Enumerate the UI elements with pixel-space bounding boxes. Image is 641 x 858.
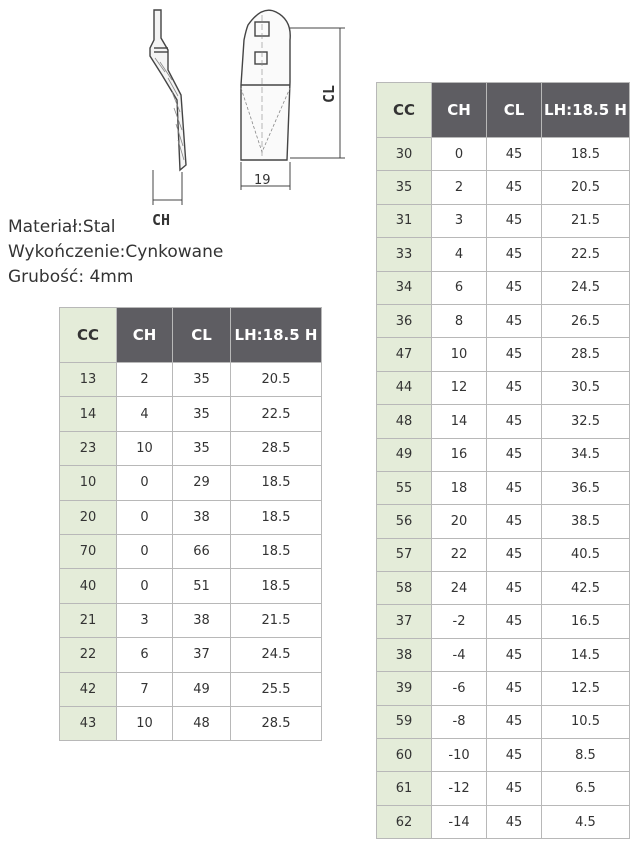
table-row [377,438,630,471]
table-row [377,638,630,671]
cell-lh: 28.5 [231,431,322,465]
cell-ch: 0 [117,500,173,534]
cell-cc: 31 [377,204,432,237]
cell-cl: 49 [173,672,231,706]
cell-ch: 14 [432,405,487,438]
table-row [377,171,630,204]
cell-ch: -14 [432,805,487,838]
table-row [60,397,322,431]
cell-cc: 57 [377,538,432,571]
cell-ch: 0 [117,466,173,500]
cell-cc: 34 [377,271,432,304]
header-cl: CL [173,308,231,363]
cell-cc: 36 [377,304,432,337]
cell-cl: 45 [487,605,542,638]
table-row [60,466,322,500]
cell-lh: 21.5 [231,603,322,637]
cell-ch: -6 [432,672,487,705]
table-row [60,534,322,568]
cell-cc: 10 [60,466,117,500]
table-row [377,805,630,838]
cell-lh: 10.5 [542,705,630,738]
cell-cc: 42 [60,672,117,706]
cell-cl: 45 [487,805,542,838]
cell-cc: 48 [377,405,432,438]
cell-cl: 45 [487,204,542,237]
cell-cc: 20 [60,500,117,534]
finish-text: Wykończenie:Cynkowane [8,242,224,262]
cell-lh: 20.5 [542,171,630,204]
cell-lh: 25.5 [231,672,322,706]
header-cc: CC [60,308,117,363]
cell-cl: 38 [173,603,231,637]
table-row [60,638,322,672]
cell-lh: 18.5 [231,534,322,568]
cell-cc: 21 [60,603,117,637]
cell-cl: 45 [487,772,542,805]
cell-lh: 34.5 [542,438,630,471]
cell-cc: 13 [60,363,117,397]
cell-lh: 18.5 [231,466,322,500]
table-row [377,238,630,271]
table-row [377,538,630,571]
header-lh: LH:18.5 H [231,308,322,363]
table-row [377,739,630,772]
cell-cc: 22 [60,638,117,672]
cell-lh: 42.5 [542,572,630,605]
table-row [377,371,630,404]
cell-cl: 35 [173,397,231,431]
cell-ch: -4 [432,638,487,671]
cell-ch: 4 [117,397,173,431]
table-header-row [60,308,322,363]
cell-ch: 10 [432,338,487,371]
table-row [377,405,630,438]
cell-cc: 30 [377,138,432,171]
cell-cl: 38 [173,500,231,534]
cell-ch: 3 [432,204,487,237]
table-row [60,672,322,706]
cell-ch: -10 [432,739,487,772]
table-row [377,572,630,605]
cell-cl: 45 [487,672,542,705]
cell-cl: 29 [173,466,231,500]
cell-lh: 22.5 [231,397,322,431]
cell-ch: -2 [432,605,487,638]
cell-cl: 45 [487,705,542,738]
cell-cc: 23 [60,431,117,465]
dimensions-table-left [59,307,322,741]
cell-ch: 20 [432,505,487,538]
cell-cl: 45 [487,138,542,171]
cell-lh: 18.5 [231,500,322,534]
cell-lh: 18.5 [542,138,630,171]
table-header-row [377,83,630,138]
cell-cc: 60 [377,739,432,772]
cell-cc: 61 [377,772,432,805]
cell-ch: 24 [432,572,487,605]
header-cc: CC [377,83,432,138]
cell-ch: 8 [432,304,487,337]
cell-lh: 40.5 [542,538,630,571]
header-ch: CH [432,83,487,138]
cell-ch: 10 [117,431,173,465]
cell-ch: 7 [117,672,173,706]
table-row [377,138,630,171]
cell-lh: 22.5 [542,238,630,271]
cl-dimension-label: CL [320,84,338,103]
cell-cl: 45 [487,271,542,304]
table-row [377,204,630,237]
cell-lh: 24.5 [542,271,630,304]
cell-lh: 26.5 [542,304,630,337]
header-cl: CL [487,83,542,138]
cell-lh: 8.5 [542,739,630,772]
cell-cl: 45 [487,338,542,371]
cell-ch: 4 [432,238,487,271]
table-row [60,603,322,637]
header-lh: LH:18.5 H [542,83,630,138]
cell-ch: 6 [432,271,487,304]
thickness-text: Grubość: 4mm [8,267,134,287]
table-row [60,431,322,465]
side-profile-view [150,10,186,205]
cell-lh: 6.5 [542,772,630,805]
cell-cc: 38 [377,638,432,671]
cell-ch: -12 [432,772,487,805]
cell-cl: 45 [487,505,542,538]
cell-cl: 45 [487,638,542,671]
cell-ch: 2 [117,363,173,397]
cell-lh: 4.5 [542,805,630,838]
table-row [377,304,630,337]
cell-lh: 12.5 [542,672,630,705]
table-body [377,138,630,839]
cell-cc: 58 [377,572,432,605]
cell-lh: 16.5 [542,605,630,638]
cell-lh: 30.5 [542,371,630,404]
table-row [377,705,630,738]
width-dimension-label: 19 [254,173,271,188]
cell-cc: 62 [377,805,432,838]
cell-lh: 20.5 [231,363,322,397]
cell-cc: 56 [377,505,432,538]
cell-cc: 35 [377,171,432,204]
cell-lh: 18.5 [231,569,322,603]
cell-cc: 43 [60,706,117,740]
table-row [377,672,630,705]
cell-cl: 66 [173,534,231,568]
cell-ch: 0 [117,534,173,568]
table-body [60,363,322,741]
cell-cl: 45 [487,471,542,504]
cell-cl: 45 [487,171,542,204]
cell-cc: 40 [60,569,117,603]
table-row [377,338,630,371]
cell-cl: 45 [487,304,542,337]
cell-cl: 45 [487,238,542,271]
table-row [377,505,630,538]
dimensions-table-right [376,82,630,839]
table-row [60,363,322,397]
cell-ch: 6 [117,638,173,672]
cell-cl: 35 [173,363,231,397]
cell-ch: 3 [117,603,173,637]
cell-cl: 51 [173,569,231,603]
cell-cc: 33 [377,238,432,271]
cell-lh: 36.5 [542,471,630,504]
cell-ch: 16 [432,438,487,471]
cell-lh: 38.5 [542,505,630,538]
cell-ch: 0 [432,138,487,171]
table-row [60,500,322,534]
cell-ch: 10 [117,706,173,740]
cell-cl: 45 [487,538,542,571]
cell-cl: 35 [173,431,231,465]
cell-cc: 47 [377,338,432,371]
cell-lh: 28.5 [542,338,630,371]
cell-cl: 45 [487,371,542,404]
cell-cl: 48 [173,706,231,740]
table-row [377,772,630,805]
cell-cl: 45 [487,739,542,772]
cell-cc: 49 [377,438,432,471]
cell-lh: 14.5 [542,638,630,671]
cell-ch: 18 [432,471,487,504]
ch-dimension-label: CH [152,211,171,229]
header-ch: CH [117,308,173,363]
product-specs [8,215,223,290]
cell-lh: 21.5 [542,204,630,237]
cell-cc: 55 [377,471,432,504]
cell-cl: 45 [487,572,542,605]
cell-cc: 39 [377,672,432,705]
cell-ch: -8 [432,705,487,738]
cell-cc: 14 [60,397,117,431]
cell-lh: 28.5 [231,706,322,740]
cell-cc: 59 [377,705,432,738]
cell-cc: 37 [377,605,432,638]
cell-cl: 45 [487,438,542,471]
cell-ch: 22 [432,538,487,571]
cell-lh: 24.5 [231,638,322,672]
cell-cc: 44 [377,371,432,404]
table-row [60,569,322,603]
cell-ch: 12 [432,371,487,404]
cell-lh: 32.5 [542,405,630,438]
cell-cl: 45 [487,405,542,438]
material-text: Materiał:Stal [8,217,116,237]
cell-ch: 2 [432,171,487,204]
cell-cc: 70 [60,534,117,568]
cell-ch: 0 [117,569,173,603]
table-row [377,471,630,504]
table-row [60,706,322,740]
table-row [377,271,630,304]
cell-cl: 37 [173,638,231,672]
table-row [377,605,630,638]
